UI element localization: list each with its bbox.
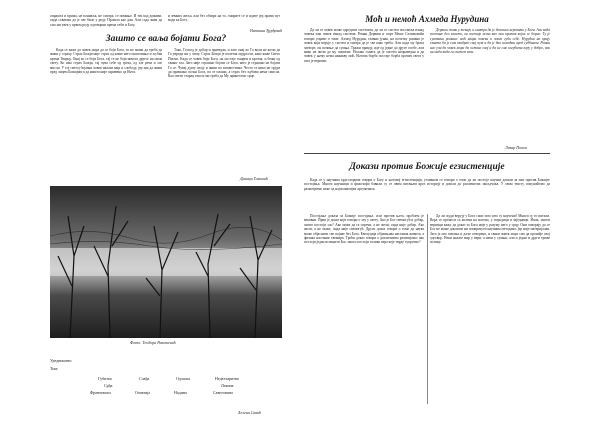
- footer-row-1: [98, 376, 259, 381]
- article3-column-2: Да ли људи верују у Бога само зато што су научени? Многи су то питали. Вера се преноси са колена на колено, у породици и заједници. Ипак, многи верници кажу да доказ за Бога није у разуму него у срцу. Они сматрају да се Бог не може доказати ни оповргнути научним методама, јер није материјалан. Зато је ово питање и даље отворено, и сваки човек мора сам да пронађе свој одговор. Неки налазе мир у вери, а неки у сумњи, али и једни и други траже истину.: [430, 214, 550, 245]
- footer-row-3: [90, 390, 257, 395]
- photo-illustration: [50, 186, 282, 338]
- footer-staff-label: Уредништво:: [50, 358, 73, 363]
- footer-name: Неделтаризна: [215, 376, 239, 381]
- article2-title: Моћ и немоћ Ахмеда Нурудина: [365, 14, 489, 24]
- article1-column-2: Тако, Господ је добар и праведан, и зато онај ко Га воли не жели да Га увреди ни у чему. Страх Божји је почетак мудрости, како каже Свето Писмо. Када се човек боји Бога, он постаје смирен и кротак, и бежи од сваког зла. Зато није страшно бојати се Бога, него је страшно не бојати Га се. Чувај душу своју и живи по заповестима. Често се нико не труди да правилно позна Бога, па се плаши, а страх без љубави нема смисла. Као свети старац тако и ми треба да Му принесемо срце.: [168, 48, 280, 79]
- top-left-text: опрашта и прима, не понавља, не сматра, се помиње. И тек кад доживи, онда схватиш да је све било у реду. Прошла као дан. Али сада знам да смо ми увек у првом реду одговорни према себи и Богу.: [50, 14, 162, 27]
- article3-column-1: Постојање доказа за Божије постојање, или против њега, проблем је вековни. Први је доказ који говори о злу у свету. Ако је Бог свемогућ и добар, зашто постоји зло? Ако може да га спречи, а не жели, онда није добар. Ако жели, а не може, онда није свемогућ. Други доказ говори о томе да наука може објаснити све појаве без Бога. Еволуција објашњава настанак живота, а физика настанак свемира. Трећи доказ говори о различитим религијама: ако постоји један истинити Бог, зашто постоји толико вера које тврде супротно?: [304, 214, 424, 245]
- lake-trees-photo: [50, 186, 282, 338]
- footer-row-2: [104, 383, 261, 388]
- footer-name: Срђа: [104, 383, 113, 388]
- footer-name: Губитка: [98, 376, 112, 381]
- footer-name: Слађа: [139, 376, 150, 381]
- footer-name: Надина: [174, 390, 187, 395]
- footer-name: Лекина: [221, 383, 234, 388]
- article3-title: Докази против Божије егзистенције: [349, 162, 505, 172]
- footer-name: Ознатија: [135, 390, 151, 395]
- footer-name: Франчевски: [90, 390, 111, 395]
- article2-column-1: Да ли се човек може одредити системом, да ли се систем поставља изнад човека или човек изнад система. Роман Дервиш и смрт Меше Селимовића говори управо о томе. Ахмед Нурудин, главни јунак, на почетку романа је човек који верује у систем и сматра да је све како треба. Али када му брата затворе, он почиње да сумња. Тражи правду, иде од једне до друге особе, али нико не жели да му помогне. Полако схвата да је систем неправедан и да човек у њему нема никакву моћ. Његова борба постаје борба против свега у шта је веровао.: [304, 28, 424, 63]
- article1-signature: Даница Томовић: [240, 176, 268, 181]
- footer-team-label: Тим:: [50, 366, 59, 371]
- photo-caption: Фото: Теодора Ракоњевић: [130, 340, 176, 345]
- article2-signature: Лазар Попов: [505, 145, 527, 150]
- article1-column-1: Када се каже да човек мора да се боји Бога, то не значи да треба да живи у страху. Страх Божји није страх од казне него поштовање и љубав према Творцу. Онај ко се боји Бога, тај се не боји ничега другог на овом свету. Ко има страх Божји, тај чува себе од греха, од зле речи и зле мисли. У тој светој бојазни човек налази мир и слободу, јер зна да живи пред лицем Божијим и да ништа није скривено од Њега.: [50, 48, 162, 75]
- top-mid-text: и земних жеља, али без обзира на то, смирите се и идите јер прави пут води ка Богу.: [168, 14, 280, 23]
- article3-signature: Хелена Савић: [238, 410, 262, 415]
- top-mid-signature: Наташа Ђурђевић: [250, 28, 283, 33]
- footer-name: Одласка: [176, 376, 191, 381]
- article3-lead: Када се у научним кругозорима говори о Богу и његовој егзистенцији, углавном се говори о томе да ли постоје научни докази за или против Божијег постојања. Многи научници и филозофи бавили су се овим питањем кроз историју и дошли до различитих закључака. У овом тексту покушаћемо да размотримо неке од најпознатијих аргумената.: [304, 178, 550, 191]
- column-divider: [427, 214, 428, 404]
- article2-column-2: Дервиш живи у текији и сматра да је довољно веровати у Бога. Али када постане део власти, он постаје исти као они против којих се борио. Ту је суштина романа: моћ квари човека и човек губи себе. Нурудин на крају схвата да је сам изабрао свој пут и да је био немоћан пред судбином. Роман нас учи да човек мора да остане свој и да не сме изгубити веру у добро, чак ни онда када га систем гази.: [430, 28, 550, 55]
- article1-title: Зашто се ваља бојати Бога?: [105, 34, 227, 44]
- section-divider: [304, 153, 550, 154]
- footer-name: Саветовина: [213, 390, 233, 395]
